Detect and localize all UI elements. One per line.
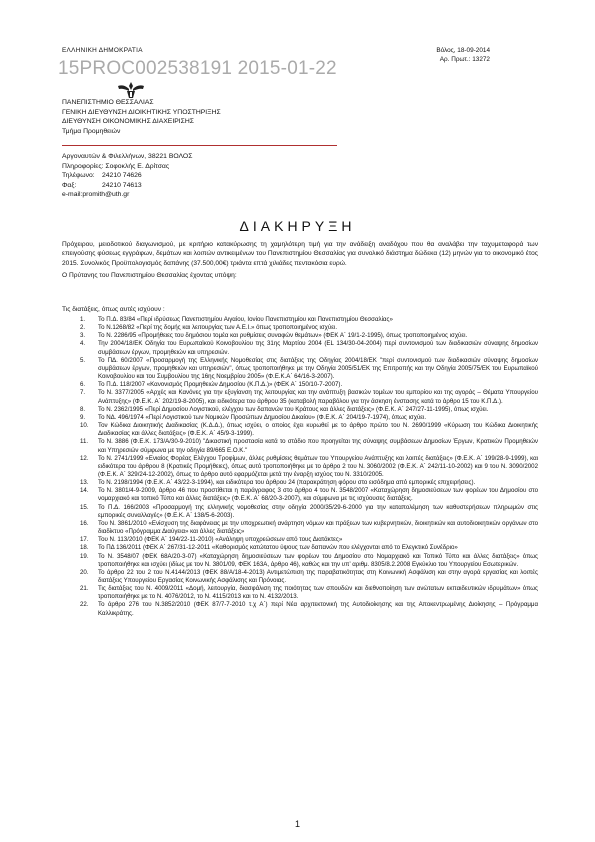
reference-item bbox=[62, 536, 538, 544]
reference-text: Το άρθρο 276 του Ν.3852/2010 (ΦΕΚ 87/7-7-2010 τ.χ Α΄) περί Νέα αρχιτεκτονική της Αυτοδιοίκησης και της Αποκεντρωμένης Διοίκησης – Πρόγραμμα Καλλικράτης. bbox=[98, 601, 538, 617]
contact-block bbox=[62, 152, 192, 200]
reference-item bbox=[62, 422, 538, 438]
phone-label: Τηλέφωνο: bbox=[62, 172, 95, 180]
fax-value: 24210 74613 bbox=[102, 181, 142, 189]
organization-block bbox=[62, 98, 221, 136]
reference-text: Το άρθρο 22 του 2 του Ν.4144/2013 (ΦΕΚ 88/Α/18-4-2013) Αντιμετώπιση της παραβατικότητας στη Κοινωνική Ασφάλιση και στην αγορά εργασίας και λοιπές διατάξεις Υπουργείου Εργασίας Κοινωνικής Ασφάλισης και Πρόνοιας. bbox=[98, 568, 538, 584]
reference-item bbox=[62, 340, 538, 356]
info-row bbox=[62, 162, 192, 172]
reference-number: 7. bbox=[80, 389, 86, 397]
reference-item bbox=[62, 389, 538, 405]
reference-text: Το ΝΔ. 496/1974 «Περί Λογιστικού των Νομικών Προσώπων Δημοσίου Δικαίου» (Φ.Ε.Κ. Α΄ 204/19-7-1974), όπως ισχύει. bbox=[98, 413, 427, 421]
reference-text: Το Ν. 3801/4-9-2009, άρθρο 46 που προστίθεται η παράγραφος 3 στο άρθρο 4 του Ν. 3548/2007 «Καταχώρηση δημοσιεύσεων των φορέων του Δημοσίου στο νομαρχιακό και τοπικό Τύπο και άλλες διατάξεις» (Φ.Ε.Κ. Α΄ 68/20-3-2007), και σύμφωνα με τις ισχύουσες διατάξεις. bbox=[98, 487, 538, 503]
reference-number: 21. bbox=[80, 585, 89, 593]
reference-item bbox=[62, 438, 538, 454]
reference-number: 6. bbox=[80, 381, 86, 389]
reference-item bbox=[62, 569, 538, 585]
reference-item bbox=[62, 553, 538, 569]
reference-text: Του Ν. 113/2010 (ΦΕΚ Α΄ 194/22-11-2010) «Ανάληψη υποχρεώσεων από τους Διατάκτες» bbox=[98, 536, 343, 544]
reference-number: 18. bbox=[80, 544, 89, 552]
reference-text: Την 2004/18/ΕΚ Οδηγία του Ευρωπαϊκού Κοινοβουλίου της 31ης Μαρτίου 2004 (EL 134/30-04-2004) περί συντονισμού των διαδικασιών σύναψης δημοσίων συμβάσεων έργων, προμηθειών και υπηρεσιών. bbox=[98, 340, 538, 356]
reference-text: Του Ν. 3861/2010 «Ενίσχυση της διαφάνειας με την υποχρεωτική ανάρτηση νόμων και πράξεων των κυβερνητικών, διοικητικών και αυτοδιοικητικών οργάνων στο διαδίκτυο «Πρόγραμμα Διαύγεια» και άλλες διατάξεις» bbox=[98, 519, 538, 536]
document-watermark: 15PROC002538191 2015-01-22 bbox=[58, 58, 337, 79]
legal-references-list bbox=[62, 316, 538, 618]
header-divider bbox=[62, 145, 337, 146]
greek-state-emblem-icon bbox=[116, 80, 146, 100]
reference-item bbox=[62, 414, 538, 422]
reference-item bbox=[62, 504, 538, 520]
email-value[interactable]: promith@uth.gr bbox=[82, 191, 130, 199]
reference-item bbox=[62, 487, 538, 503]
reference-text: Το Ν. 2741/1999 «Ενιαίος Φορέας Ελέγχου Τροφίμων, άλλες ρυθμίσεις θεμάτων του Υπουργείου Ανάπτυξης και λοιπές διατάξεις» (Φ.Ε.Κ. Α΄ 199/28-9-1999), και ειδικότερα του άρθρου 8 (Κρατικές Προμήθειες), όπως αυτό τροποποιήθηκε με το άρθρο 2 του Ν. 3060/2002 (Φ.Ε.Κ. Α΄ 242/11-10-2002) και 9 του Ν. 3090/2002 (Φ.Ε.Κ. Α΄ 329/24-12-2002), όπως το άρθρο αυτό εφαρμόζεται μετά την έναρξη ισχύος του Ν. 3310/2005. bbox=[98, 454, 538, 478]
reference-item bbox=[62, 479, 538, 487]
header-right bbox=[436, 47, 490, 64]
reference-number: 15. bbox=[80, 503, 89, 511]
reference-number: 8. bbox=[80, 405, 86, 413]
page-number: 1 bbox=[294, 819, 300, 829]
reference-text: Το Π.Δ. 118/2007 «Κανονισμός Προμηθειών Δημοσίου (Κ.Π.Δ.)» (ΦΕΚ Α΄ 150/10-7-2007). bbox=[98, 381, 343, 389]
phone-row bbox=[62, 171, 192, 181]
reference-item bbox=[62, 324, 538, 332]
reference-number: 2. bbox=[80, 324, 86, 332]
reference-item bbox=[62, 381, 538, 389]
reference-number: 19. bbox=[80, 552, 89, 560]
reference-number: 14. bbox=[80, 487, 89, 495]
reference-item bbox=[62, 455, 538, 479]
reference-text: Το ΠΔ. 60/2007 «Προσαρμογή της Ελληνικής Νομοθεσίας στις διατάξεις της Οδηγίας 2004/18/ΕΚ "περί συντονισμού των διαδικασιών σύναψης δημοσίων συμβάσεων έργων, προμηθειών και υπηρεσιών", όπως τροποποιήθηκε με την Οδηγία 2005/51/ΕΚ της Επιτροπής και την Οδηγία 2005/75/ΕΚ του Ευρωπαϊκού Κοινοβουλίου και του Συμβουλίου της 16ης Νοεμβρίου 2005» (Φ.Ε.Κ.Α΄ 64/16-3-2007). bbox=[98, 356, 538, 381]
intro-block bbox=[62, 240, 538, 284]
reference-text: Το Π.Δ. 83/84 «Περί ιδρύσεως Πανεπιστημίου Αιγαίου, Ιονίου Πανεπιστημίου και Πανεπιστημίου Θεσσαλίας» bbox=[98, 316, 393, 323]
reference-item bbox=[62, 585, 538, 601]
info-value: Σοφοκλής Ε. Δρίτσας bbox=[105, 162, 170, 170]
reference-number: 17. bbox=[80, 536, 89, 544]
reference-number: 10. bbox=[80, 422, 89, 430]
fax-row bbox=[62, 181, 192, 191]
reference-text: Το ΠΔ 136/2011 (ΦΕΚ Α΄ 267/31-12-2011 «Καθορισμός κατώτατου ύψους των δαπανών που ελέγχονται από το Ελεγκτικό Συνέδριο» bbox=[98, 544, 458, 552]
reference-text: Το Ν. 3886 (Φ.Ε.Κ. 173/Α/30-9-2010) "Δικαστική προστασία κατά το στάδιο που προηγείται της σύναψης συμβάσεων Δημοσίων Έργων, Κρατικών Προμηθειών και Υπηρεσιών σύμφωνα με την οδηγία 89/665 Ε.Ο.Κ." bbox=[98, 438, 538, 454]
rector-considering: Ο Πρύτανης του Πανεπιστημίου Θεσσαλίας έχοντας υπόψη: bbox=[62, 272, 237, 280]
phone-value: 24210 74626 bbox=[102, 172, 142, 180]
fax-label: Φαξ: bbox=[62, 181, 77, 189]
reference-text: Το Ν. 2198/1994 (Φ.Ε.Κ. Α΄ 43/22-3-1994), και ειδικότερα του άρθρου 24 (παρακράτηση φόρου στο εισόδημα από εμπορικές επιχειρήσεις). bbox=[98, 479, 476, 487]
email-label: e-mail: bbox=[62, 191, 83, 199]
reference-text: Το Π.Δ. 166/2003 «Προσαρμογή της ελληνικής νομοθεσίας στην οδηγία 2000/35/29-6-2000 για την καταπολέμηση των καθυστερήσεων πληρωμών στις εμπορικές συναλλαγές» (Φ.Ε.Κ. Α΄ 138/5-6-2003). bbox=[98, 503, 538, 519]
reference-text: Τον Κώδικα Διοικητικής Διαδικασίας (Κ.Δ.Δ.), όπως ισχύει, ο οποίος έχει κυρωθεί με το άρθρο πρώτο του Ν. 2690/1999 «Κύρωση του Κώδικα Διοικητικής Διαδικασίας και άλλες διατάξεις» (Φ.Ε.Κ. Α΄ 45/9-3-1999). bbox=[98, 422, 538, 438]
reference-item bbox=[62, 520, 538, 536]
reference-item bbox=[62, 601, 538, 617]
address: Αργοναυτών & Φιλελλήνων, 38221 ΒΟΛΟΣ bbox=[62, 153, 193, 160]
reference-number: 5. bbox=[80, 356, 86, 364]
reference-number: 3. bbox=[80, 332, 86, 340]
reference-text: Το Ν. 3548/07 (ΦΕΚ 68Α/20-3-07) «Καταχώρηση δημοσιεύσεων των φορέων του Δημοσίου στο Νομαρχιακό και Τοπικό Τύπο και άλλες διατάξεις» όπως τροποποιήθηκε και ισχύει (ιδίως με τον Ν. 3801/09, ΦΕΚ 163Α, άρθρο 46), καθώς και την υπ’ αριθμ. 8305/8.2.2008 Εγκύκλιο του Υπουργείου Εσωτερικών. bbox=[98, 552, 538, 568]
place-date: Βόλος, 18-09-2014 bbox=[436, 47, 490, 54]
department: Τμήμα Προμηθειών bbox=[62, 127, 121, 135]
reference-number: 1. bbox=[80, 316, 86, 323]
reference-item bbox=[62, 332, 538, 340]
page-title: ΔΙΑΚΗΡΥΞΗ bbox=[239, 218, 356, 234]
reference-text: Το Ν. 2362/1995 «Περί Δημοσίου Λογιστικού, ελέγχου των δαπανών του Κράτους και άλλες διατάξεις» (Φ.Ε.Κ. Α΄ 247/27-11-1995), όπως ισχύει. bbox=[98, 405, 489, 413]
intro-paragraph: Πρόχειρου, μειοδοτικού διαγωνισμού, με κριτήριο κατακύρωσης τη χαμηλότερη τιμή για την ανάδειξη αναδόχου που θα αναλάβει την ταχυμεταφορά των επειγούσης φύσεως εγγράφων, δεμάτων και λοιπών αντικειμένων του Πανεπιστημίου Θεσσαλίας για συνολικό διάστημα δώδεκα (12) μηνών για το οικονομικό έτος 2015. Συνολικός Προϋπολογισμός δαπάνης (37.500,00€) τριάντα επτά χιλιάδες πεντακόσια ευρώ. bbox=[62, 241, 538, 267]
reference-number: 12. bbox=[80, 454, 89, 462]
reference-number: 22. bbox=[80, 601, 89, 609]
reference-text: Το Ν.1268/82 «Περί της δομής και λειτουργίας των Α.Ε.Ι.» όπως τροποποιημένος ισχύει. bbox=[98, 324, 338, 332]
reference-number: 11. bbox=[80, 438, 89, 446]
reference-item bbox=[62, 406, 538, 414]
reference-number: 16. bbox=[80, 519, 89, 527]
email-row bbox=[62, 190, 192, 200]
reference-text: Τις διατάξεις του Ν. 4009/2011 «Δομή, λειτουργία, διασφάλιση της ποιότητας των σπουδών και διεθνοποίηση των ανώτατων εκπαιδευτικών ιδρυμάτων» όπως τροποποιήθηκε με το Ν. 4076/2012, το Ν. 4115/2013 και το Ν. 4132/2013. bbox=[98, 585, 538, 601]
reference-number: 9. bbox=[80, 413, 86, 421]
provisions-label: Τις διατάξεις, όπως αυτές ισχύουν : bbox=[62, 306, 165, 313]
reference-number: 4. bbox=[80, 340, 86, 348]
reference-number: 13. bbox=[80, 479, 89, 487]
reference-number: 20. bbox=[80, 568, 89, 576]
protocol-number: Αρ. Πρωτ.: 13272 bbox=[439, 55, 490, 63]
info-label: Πληροφορίες: bbox=[62, 162, 104, 170]
reference-text: Το Ν. 2286/95 «Προμήθειες του δημόσιου τομέα και ρυθμίσεις συναφών θεμάτων» (ΦΕΚ Α΄ 19/1-2-1995), όπως τροποποιημένος ισχύει. bbox=[98, 332, 468, 340]
general-directorate: ΓΕΝΙΚΗ ΔΙΕΥΘΥΝΣΗ ΔΙΟΙΚΗΤΙΚΗΣ ΥΠΟΣΤΗΡΙΞΗΣ bbox=[62, 108, 221, 116]
directorate: ΔΙΕΥΘΥΝΣΗ ΟΙΚΟΝΟΜΙΚΗΣ ΔΙΑΧΕΙΡΙΣΗΣ bbox=[62, 118, 194, 126]
reference-text: Το Ν. 3377/2005 «Αρχές και Κανόνες για την εξυγίανση της λειτουργίας και την ανάπτυξη βασικών τομέων του εμπορίου και της αγοράς – Θέματα Υπουργείου Ανάπτυξης» (Φ.Ε.Κ. Α΄ 202/19-8-2005), και ειδικότερα του άρθρου 35 (καταβολή παραβόλου για την άσκηση ένστασης κατά το άρθρο 15 του Κ.Π.Δ.). bbox=[98, 389, 538, 405]
reference-item bbox=[62, 357, 538, 381]
university-name: ΠΑΝΕΠΙΣΤΗΜΙΟ ΘΕΣΣΑΛΙΑΣ bbox=[62, 99, 154, 106]
republic-heading: ΕΛΛΗΝΙΚΗ ΔΗΜΟΚΡΑΤΙΑ bbox=[62, 47, 143, 54]
reference-item bbox=[62, 316, 538, 324]
reference-item bbox=[62, 544, 538, 552]
